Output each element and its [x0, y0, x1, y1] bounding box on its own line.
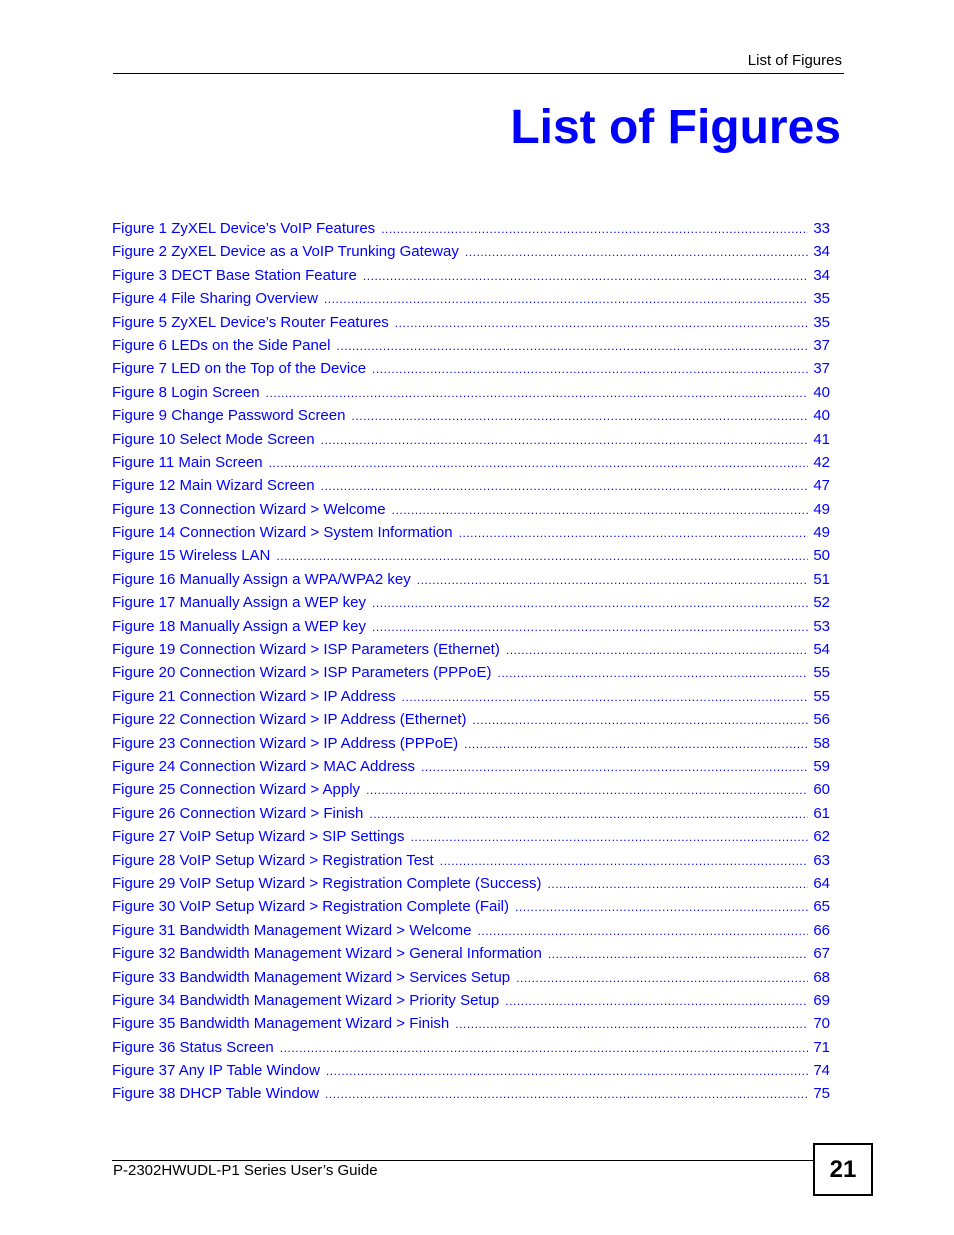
figure-entry-page: 33 — [813, 220, 830, 237]
figure-entry-link[interactable] — [112, 710, 830, 733]
figure-entry-link[interactable] — [112, 663, 830, 686]
dot-leader — [321, 431, 808, 450]
dot-leader — [372, 594, 808, 613]
running-header: List of Figures — [747, 52, 842, 69]
figure-entry-title: Figure 3 DECT Base Station Feature — [112, 266, 357, 284]
figure-entry-page: 56 — [813, 711, 830, 729]
figure-entry-page: 55 — [813, 687, 830, 705]
figure-entry-page: 35 — [813, 290, 830, 308]
figure-entry-page: 75 — [813, 1085, 830, 1103]
dot-leader — [440, 852, 808, 871]
figure-entry-page: 47 — [813, 477, 830, 495]
figure-entry-title: Figure 10 Select Mode Screen — [112, 430, 315, 448]
figure-entry-link[interactable] — [112, 640, 830, 663]
figure-entry-page: 37 — [813, 360, 830, 378]
figure-entry-link[interactable] — [112, 1084, 830, 1107]
figure-entry-page: 70 — [813, 1015, 830, 1033]
figure-entry-link[interactable] — [112, 242, 830, 265]
dot-leader — [497, 664, 808, 683]
figure-entry-link[interactable] — [112, 593, 830, 616]
dot-leader — [269, 454, 808, 473]
figure-entry-page: 55 — [813, 664, 830, 682]
figure-entry-link[interactable] — [112, 757, 830, 780]
figure-entry-link[interactable] — [112, 687, 830, 710]
dot-leader — [477, 922, 808, 941]
figure-entry-title: Figure 11 Main Screen — [112, 453, 263, 471]
figure-entry-link[interactable] — [112, 921, 830, 944]
figure-entry-title: Figure 13 Connection Wizard > Welcome — [112, 500, 386, 518]
dot-leader — [325, 1085, 808, 1104]
figure-entry-page: 41 — [813, 430, 830, 448]
figure-entry-link[interactable] — [112, 383, 830, 406]
footer-guide-title: P-2302HWUDL-P1 Series User’s Guide — [113, 1162, 378, 1179]
figure-entry-title: Figure 1 ZyXEL Device’s VoIP Features — [112, 220, 376, 237]
figure-entry-page: 68 — [813, 968, 830, 986]
dot-leader — [266, 384, 808, 403]
dot-leader — [372, 360, 808, 379]
figure-entry-title: Figure 38 DHCP Table Window — [112, 1085, 320, 1103]
dot-leader — [548, 875, 808, 894]
header-rule — [113, 73, 844, 74]
figure-entry-link[interactable] — [112, 968, 830, 991]
figure-entry-title: Figure 29 VoIP Setup Wizard > Registration Complete (Success) — [112, 874, 542, 892]
dot-leader — [392, 501, 808, 520]
figure-entry-title: Figure 27 VoIP Setup Wizard > SIP Settings — [112, 828, 405, 846]
figure-entry-link[interactable] — [112, 1038, 830, 1061]
figure-entry-page: 54 — [813, 641, 830, 659]
figure-entry-title: Figure 14 Connection Wizard > System Information — [112, 524, 453, 542]
dot-leader — [506, 641, 808, 660]
figure-entry-link[interactable] — [112, 313, 830, 336]
figure-entry-page: 63 — [813, 851, 830, 869]
figure-entry-link[interactable] — [112, 523, 830, 546]
figure-entry-link[interactable] — [112, 780, 830, 803]
figure-entry-page: 42 — [813, 453, 830, 471]
dot-leader — [381, 220, 808, 239]
figure-entry-link[interactable] — [112, 734, 830, 757]
figure-entry-title: Figure 28 VoIP Setup Wizard > Registration Test — [112, 851, 434, 869]
figure-entry-title: Figure 17 Manually Assign a WEP key — [112, 594, 367, 612]
figure-entry-page: 67 — [813, 945, 830, 963]
figure-entry-page: 40 — [813, 407, 830, 425]
dot-leader — [336, 337, 808, 356]
dot-leader — [326, 1062, 808, 1081]
figure-entry-title: Figure 5 ZyXEL Device’s Router Features — [112, 313, 389, 331]
dot-leader — [548, 945, 808, 964]
figure-entry-link[interactable] — [112, 359, 830, 382]
figure-entry-title: Figure 20 Connection Wizard > ISP Parameters (PPPoE) — [112, 664, 492, 682]
figure-entry-page: 59 — [813, 757, 830, 775]
figure-entry-page: 65 — [813, 898, 830, 916]
dot-leader — [276, 547, 808, 566]
dot-leader — [465, 243, 808, 262]
figure-entry-title: Figure 18 Manually Assign a WEP key — [112, 617, 367, 635]
figure-entry-page: 64 — [813, 874, 830, 892]
figure-entry-page: 62 — [813, 828, 830, 846]
figure-entry-page: 50 — [813, 547, 830, 565]
figure-entry-title: Figure 6 LEDs on the Side Panel — [112, 336, 331, 354]
figure-entry-title: Figure 23 Connection Wizard > IP Address (PPPoE) — [112, 734, 459, 752]
figure-entry-title: Figure 12 Main Wizard Screen — [112, 477, 315, 495]
figure-entry-link[interactable] — [112, 897, 830, 920]
figure-entry-page: 40 — [813, 383, 830, 401]
figure-entry-link[interactable] — [112, 406, 830, 429]
figure-entry-link[interactable] — [112, 430, 830, 453]
figure-entry-link[interactable] — [112, 851, 830, 874]
footer-rule — [112, 1160, 814, 1161]
figure-entry-title: Figure 15 Wireless LAN — [112, 547, 271, 565]
figure-entry-link[interactable] — [112, 453, 830, 476]
figure-entry-page: 69 — [813, 991, 830, 1009]
figure-entry-link[interactable] — [112, 500, 830, 523]
dot-leader — [516, 969, 808, 988]
figure-entry-link[interactable] — [112, 476, 830, 499]
dot-leader — [459, 524, 808, 543]
figure-entry-page: 52 — [813, 594, 830, 612]
figure-entry-title: Figure 2 ZyXEL Device as a VoIP Trunking Gateway — [112, 243, 459, 261]
figure-entry-page: 53 — [813, 617, 830, 635]
dot-leader — [280, 1039, 808, 1058]
figure-entry-title: Figure 35 Bandwidth Management Wizard > Finish — [112, 1015, 450, 1033]
dot-leader — [421, 758, 808, 777]
dot-leader — [417, 571, 808, 590]
dot-leader — [411, 828, 808, 847]
figure-entry-title: Figure 25 Connection Wizard > Apply — [112, 781, 361, 799]
figure-entry-page: 37 — [813, 336, 830, 354]
dot-leader — [515, 898, 808, 917]
page-number: 21 — [813, 1143, 873, 1196]
figure-entry-title: Figure 31 Bandwidth Management Wizard > Welcome — [112, 921, 472, 939]
figure-entry-page: 34 — [813, 266, 830, 284]
figure-entry-title: Figure 22 Connection Wizard > IP Address (Ethernet) — [112, 711, 467, 729]
figure-entry-title: Figure 32 Bandwidth Management Wizard > General Information — [112, 945, 542, 963]
figure-entry-page: 61 — [813, 804, 830, 822]
figure-entry-title: Figure 9 Change Password Screen — [112, 407, 346, 425]
dot-leader — [372, 618, 808, 637]
dot-leader — [351, 407, 808, 426]
dot-leader — [321, 477, 808, 496]
figure-entry-page: 58 — [813, 734, 830, 752]
figure-entry-link[interactable] — [112, 1061, 830, 1084]
figure-entry-title: Figure 24 Connection Wizard > MAC Address — [112, 757, 416, 775]
figure-entry-title: Figure 8 Login Screen — [112, 383, 260, 401]
dot-leader — [505, 992, 808, 1011]
figure-entry-page: 51 — [813, 570, 830, 588]
figure-entry-title: Figure 4 File Sharing Overview — [112, 290, 318, 308]
figure-entry-link[interactable] — [112, 1014, 830, 1037]
dot-leader — [473, 711, 809, 730]
figure-entry-link[interactable] — [112, 991, 830, 1014]
figure-entry-page: 74 — [813, 1062, 830, 1080]
figure-entry-link[interactable] — [112, 617, 830, 640]
figure-entry-page: 66 — [813, 921, 830, 939]
figure-entry-link[interactable] — [112, 874, 830, 897]
figure-entry-title: Figure 34 Bandwidth Management Wizard > Priority Setup — [112, 991, 500, 1009]
page-title: List of Figures — [510, 101, 841, 154]
figure-entry-link[interactable] — [112, 546, 830, 569]
figure-entry-title: Figure 36 Status Screen — [112, 1038, 274, 1056]
figure-entry-title: Figure 37 Any IP Table Window — [112, 1062, 320, 1080]
figure-entry-link[interactable] — [112, 827, 830, 850]
dot-leader — [395, 314, 808, 333]
figure-entry-title: Figure 21 Connection Wizard > IP Address — [112, 687, 396, 705]
figure-entry-link[interactable] — [112, 289, 830, 312]
figure-entry-title: Figure 30 VoIP Setup Wizard > Registration Complete (Fail) — [112, 898, 509, 916]
figure-entry-title: Figure 19 Connection Wizard > ISP Parameters (Ethernet) — [112, 641, 500, 659]
figure-entry-link[interactable] — [112, 804, 830, 827]
figure-entry-page: 60 — [813, 781, 830, 799]
figure-entry-link[interactable] — [112, 219, 830, 242]
figure-entry-page: 49 — [813, 524, 830, 542]
dot-leader — [369, 805, 808, 824]
dot-leader — [402, 688, 808, 707]
dot-leader — [324, 290, 808, 309]
figure-entry-page: 49 — [813, 500, 830, 518]
figure-entry-page: 71 — [813, 1038, 830, 1056]
figure-entry-title: Figure 16 Manually Assign a WPA/WPA2 key — [112, 570, 411, 588]
figure-entry-title: Figure 33 Bandwidth Management Wizard > Services Setup — [112, 968, 511, 986]
figure-entry-link[interactable] — [112, 266, 830, 289]
dot-leader — [363, 267, 808, 286]
figure-entry-link[interactable] — [112, 570, 830, 593]
figure-entry-page: 35 — [813, 313, 830, 331]
figure-entry-page: 34 — [813, 243, 830, 261]
figure-entry-title: Figure 7 LED on the Top of the Device — [112, 360, 367, 378]
dot-leader — [455, 1015, 808, 1034]
dot-leader — [366, 781, 808, 800]
figure-entry-link[interactable] — [112, 944, 830, 967]
figure-entry-link[interactable] — [112, 336, 830, 359]
figure-list — [112, 219, 830, 1108]
figure-entry-title: Figure 26 Connection Wizard > Finish — [112, 804, 364, 822]
dot-leader — [464, 735, 808, 754]
